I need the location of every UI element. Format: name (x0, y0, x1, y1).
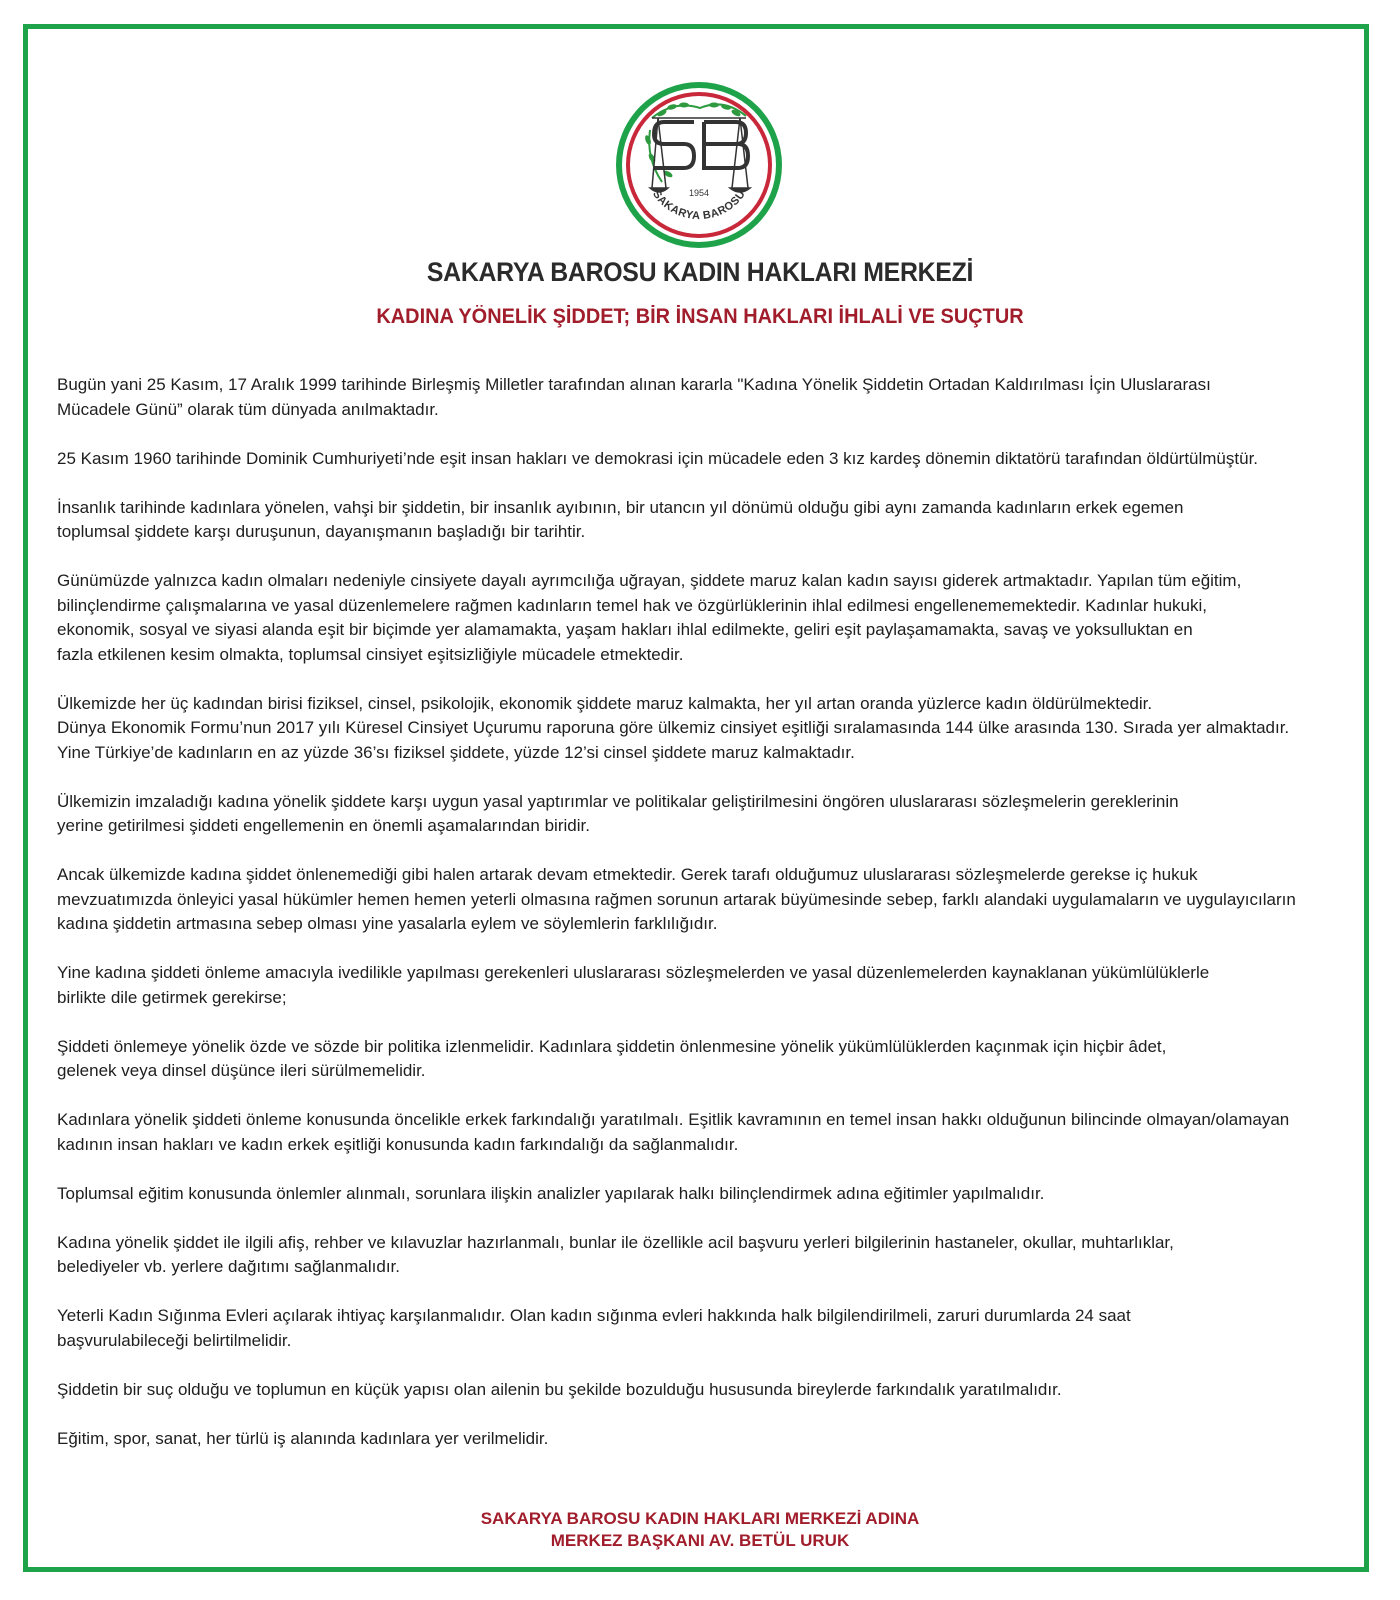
paragraph: Ülkemizin imzaladığı kadına yönelik şiddete karşı uygun yasal yaptırımlar ve politikalar geliştirilmesini öngören uluslararası sözleşmelerin gereklerinin yerine getirilmesi şiddeti engellemenin en önemli aşamalarından biridir. (57, 791, 1179, 835)
paragraph: Şiddetin bir suç olduğu ve toplumun en küçük yapısı olan ailenin bu şekilde bozulduğu hususunda bireylerde farkındalık yaratılmalıdır. (57, 1379, 1062, 1399)
document-body (57, 373, 1347, 1476)
sakarya-barosu-logo (612, 78, 786, 252)
page-subtitle: KADINA YÖNELİK ŞİDDET; BİR İNSAN HAKLARI İHLALİ VE SUÇTUR (376, 305, 1024, 328)
signature-line-2: MERKEZ BAŞKANI AV. BETÜL URUK (550, 1531, 850, 1550)
paragraph: Ancak ülkemizde kadına şiddet önlenemediği gibi halen artarak devam etmektedir. Gerek tarafı olduğumuz uluslararası sözleşmelerde gerekse iç hukuk mevzuatımızda önleyici yasal hükümler hemen hemen yeterli olmasına rağmen sorunun artarak büyümesinde sebep, farklı alandaki uygulamaların ve uygulayıcıların kadına şiddetin artmasına sebep olması yine yasalarla eylem ve söylemlerin farklılığıdır. (57, 865, 1296, 933)
paragraph: İnsanlık tarihinde kadınlara yönelen, vahşi bir şiddetin, bir insanlık ayıbının, bir utancın yıl dönümü olduğu gibi aynı zamanda kadınların erkek egemen toplumsal şiddete karşı duruşunun, dayanışmanın başladığı bir tarihtir. (57, 497, 1184, 541)
paragraph: Kadınlara yönelik şiddeti önleme konusunda öncelikle erkek farkındalığı yaratılmalı. Eşitlik kavramının en temel insan hakkı olduğunun bilincinde olmayan/olamayan kadının insan hakları ve kadın erkek eşitliği konusunda kadın farkındalığı da sağlanmalıdır. (57, 1110, 1290, 1154)
paragraph: Eğitim, spor, sanat, her türlü iş alanında kadınlara yer verilmelidir. (57, 1428, 549, 1448)
paragraph: Şiddeti önlemeye yönelik özde ve sözde bir politika izlenmelidir. Kadınlara şiddetin önlenmesine yönelik yükümlülüklerden kaçınmak için hiçbir âdet, gelenek veya dinsel düşünce ileri sürülmemelidir. (57, 1036, 1167, 1080)
paragraph: Günümüzde yalnızca kadın olmaları nedeniyle cinsiyete dayalı ayrımcılığa uğrayan, şiddete maruz kalan kadın sayısı giderek artmaktadır. Yapılan tüm eğitim, bilinçlendirme çalışmalarına ve yasal düzenlemelere rağmen kadınların temel hak ve özgürlüklerinin ihlal edilmesi engellenememektedir. Kadınlar hukuki, ekonomik, sosyal ve siyasi alanda eşit bir biçimde yer alamamakta, yaşam hakları ihlal edilmekte, geliri eşit paylaşamamakta, savaş ve yoksulluktan en fazla etkilenen kesim olmakta, toplumsal cinsiyet eşitsizliğiyle mücadele etmektedir. (57, 571, 1242, 664)
logo-year: 1954 (688, 188, 710, 198)
signature-line-1: SAKARYA BAROSU KADIN HAKLARI MERKEZİ ADINA (480, 1509, 920, 1528)
paragraph: Kadına yönelik şiddet ile ilgili afiş, rehber ve kılavuzlar hazırlanmalı, bunlar ile özellikle acil başvuru yerleri bilgilerinin hastaneler, okullar, muhtarlıklar, belediyeler vb. yerlere dağıtımı sağlanmalıdır. (57, 1232, 1174, 1276)
paragraph: 25 Kasım 1960 tarihinde Dominik Cumhuriyeti’nde eşit insan hakları ve demokrasi için mücadele eden 3 kız kardeş dönemin diktatörü tarafından öldürtülmüştür. (57, 448, 1259, 468)
page-title: SAKARYA BAROSU KADIN HAKLARI MERKEZİ (426, 257, 974, 287)
paragraph: Yeterli Kadın Sığınma Evleri açılarak ihtiyaç karşılanmalıdır. Olan kadın sığınma evleri hakkında halk bilgilendirilmeli, zaruri durumlarda 24 saat başvurulabileceği belirtilmelidir. (57, 1306, 1131, 1350)
paragraph: Ülkemizde her üç kadından birisi fiziksel, cinsel, psikolojik, ekonomik şiddete maruz kalmakta, her yıl artan oranda yüzlerce kadın öldürülmektedir. Dünya Ekonomik Formu’nun 2017 yılı Küresel Cinsiyet Uçurumu raporuna göre ülkemiz cinsiyet eşitliği sıralamasında 144 ülke arasında 130. Sırada yer almaktadır. Yine Türkiye’de kadınların en az yüzde 36’sı fiziksel şiddete, yüzde 12’si cinsel şiddete maruz kalmaktadır. (57, 693, 1290, 762)
paragraph: Toplumsal eğitim konusunda önlemler alınmalı, sorunlara ilişkin analizler yapılarak halkı bilinçlendirmek adına eğitimler yapılmalıdır. (57, 1183, 1045, 1203)
signature-block (0, 1508, 1400, 1552)
paragraph: Yine kadına şiddeti önleme amacıyla ivedilikle yapılması gerekenleri uluslararası sözleşmelerden ve yasal düzenlemelerden kaynaklanan yükümlülüklerle birlikte dile getirmek gerekirse; (57, 963, 1210, 1007)
paragraph: Bugün yani 25 Kasım, 17 Aralık 1999 tarihinde Birleşmiş Milletler tarafından alınan kararla "Kadına Yönelik Şiddetin Ortadan Kaldırılması İçin Uluslararası Mücadele Günü” olarak tüm dünyada anılmaktadır. (57, 375, 1211, 419)
logo-name: SAKARYA BAROSU (650, 188, 748, 223)
